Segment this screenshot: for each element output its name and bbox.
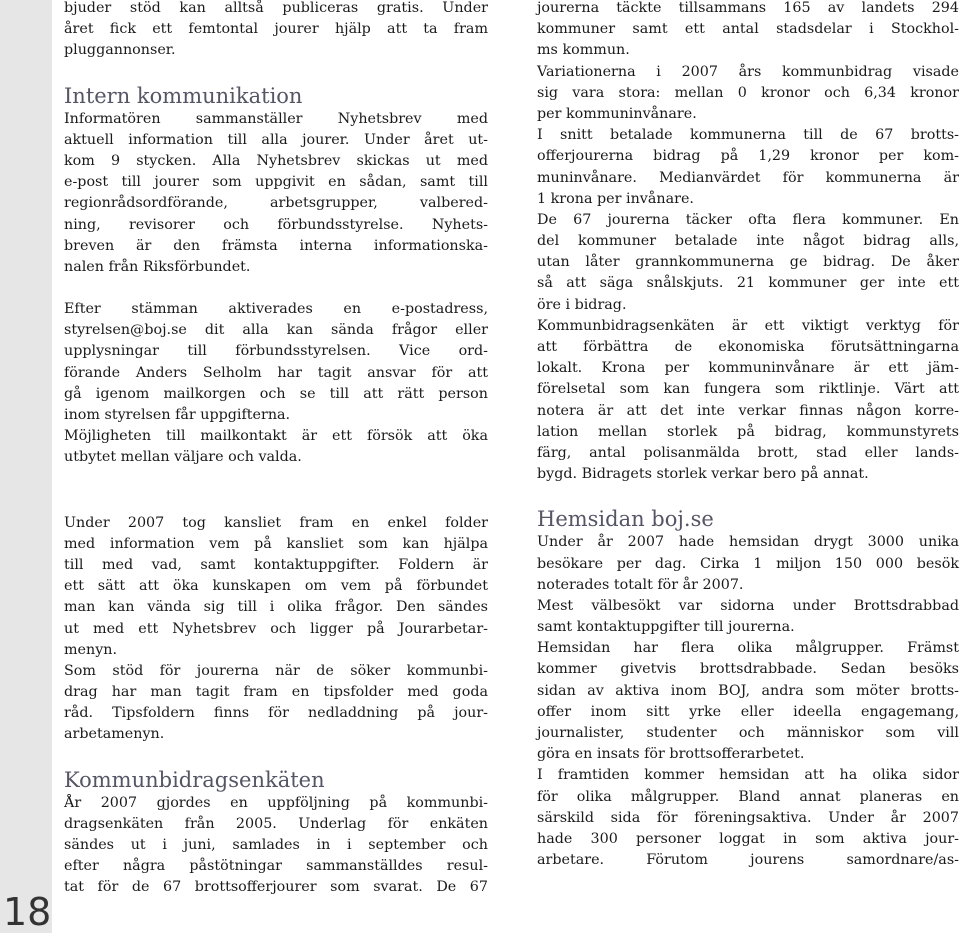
text-line: Mest välbesökt var sidorna under Brottsdrabbad: [537, 597, 959, 614]
text-line: muninvånare. Medianvärdet för kommunerna är: [537, 169, 959, 186]
hemsidan-paragraph-4: [537, 765, 959, 871]
text-line: upplysningar till förbundsstyrelsen. Vice ord-: [64, 343, 488, 360]
text-line: arbetamenyn.: [64, 726, 165, 743]
text-line: kommuner samt ett antal stadsdelar i Stockhol-: [537, 21, 959, 38]
kommun-cont-paragraph-2: [537, 62, 959, 126]
kommun-cont-paragraph-5: [537, 316, 959, 486]
text-line: År 2007 gjordes en uppföljning på kommunbi-: [64, 794, 488, 811]
text-line: nalen från Riksförbundet.: [64, 258, 251, 275]
hemsidan-paragraph-3: [537, 638, 959, 765]
text-line: styrelsen@boj.se dit alla kan sända frågor eller: [64, 322, 488, 339]
text-line: Efter stämman aktiverades en e-postadress,: [64, 301, 488, 318]
text-line: pluggannonser.: [64, 42, 176, 59]
text-line: offerjourerna bidrag på 1,29 kronor per kom-: [537, 148, 959, 165]
intern-paragraph-3: [64, 426, 488, 468]
left-column: [64, 0, 488, 899]
text-line: notera är att det inte verkar finnas någon korre-: [537, 402, 959, 419]
text-line: ms kommun.: [537, 42, 630, 59]
text-line: Informatören sammanställer Nyhetsbrev med: [64, 110, 488, 127]
intro-paragraph: [64, 0, 488, 62]
text-line: ett sätt att öka kunskapen om vem på förbundet: [64, 578, 488, 595]
intern-paragraph-2: [64, 299, 488, 426]
text-line: aktuell information till alla jourer. Under året ut-: [64, 131, 488, 148]
text-line: Kommunbidragsenkäten är ett viktigt verktyg för: [537, 317, 959, 334]
text-line: göra en insats för brottsofferarbetet.: [537, 746, 805, 763]
text-line: sändes ut i juni, samlades in i september och: [64, 837, 488, 853]
text-line: råd. Tipsfoldern finns för nedladdning på jour-: [64, 705, 488, 722]
kommun-cont-paragraph-3: [537, 125, 959, 210]
text-line: journalister, studenter och människor som vill: [537, 725, 959, 741]
text-line: regionrådsordförande, arbetsgrupper, valbered-: [64, 195, 488, 212]
text-line: året fick ett femtontal jourer hjälp att ta fram: [64, 21, 488, 38]
text-line: Som stöd för jourerna när de söker kommunbi-: [64, 662, 488, 679]
text-line: Hemsidan har flera olika målgrupper. Främst: [537, 640, 959, 657]
text-line: gå igenom mailkorgen och se till att rätt person: [64, 385, 488, 402]
text-line: jourerna täckte tillsammans 165 av landets 294: [537, 0, 959, 16]
text-line: sig vara stora: mellan 0 kronor och 6,34 kronor: [537, 84, 959, 101]
text-line: färg, antal polisanmälda brott, stad eller lands-: [537, 444, 959, 461]
text-line: Under 2007 tog kansliet fram en enkel folder: [64, 514, 488, 531]
text-line: Under år 2007 hade hemsidan drygt 3000 unika: [537, 534, 959, 551]
hemsidan-paragraph-1: [537, 532, 959, 596]
text-line: utbytet mellan väljare och valda.: [64, 449, 302, 466]
text-line: noterades totalt för år 2007.: [537, 576, 744, 593]
text-line: kommer givetvis brottsdrabbade. Sedan besöks: [537, 661, 959, 678]
text-line: 1 krona per invånare.: [537, 190, 694, 207]
text-line: I framtiden kommer hemsidan att ha olika sidor: [537, 767, 959, 784]
text-line: så att säga snålskjuts. 21 kommuner ger inte ett: [537, 275, 959, 292]
text-line: offer inom sitt yrke eller ideella engagemang,: [537, 703, 959, 720]
text-line: e-post till jourer som uppgivit en sådan, samt till: [64, 174, 488, 191]
text-line: breven är den främsta interna informationska-: [64, 237, 488, 254]
text-line: man kan vända sig till i olika frågor. Den sändes: [64, 599, 488, 616]
text-line: förande Anders Selholm har tagit ansvar för att: [64, 364, 488, 381]
text-line: tat för de 67 brottsofferjourer som svarat. De 67: [64, 879, 488, 896]
text-line: drag har man tagit fram en tipsfolder med goda: [64, 684, 488, 701]
intern-paragraph-1: [64, 109, 488, 279]
text-line: besökare per dag. Cirka 1 miljon 150 000 besök: [537, 555, 959, 572]
text-line: Möjligheten till mailkontakt är ett försök att öka: [64, 428, 488, 445]
text-line: utan låter grannkommunerna ge bidrag. De åker: [537, 254, 959, 271]
right-column: [537, 0, 959, 871]
text-line: kom 9 stycken. Alla Nyhetsbrev skickas ut med: [64, 152, 488, 169]
text-line: öre i bidrag.: [537, 296, 627, 313]
text-line: menyn.: [64, 641, 118, 658]
text-line: att förbättra de ekonomiska förutsättningarna: [537, 339, 959, 355]
text-line: per kommuninvånare.: [537, 105, 697, 122]
hemsidan-paragraph-2: [537, 596, 959, 638]
text-line: arbetare. Förutom jourens samordnare/as-: [537, 852, 959, 869]
kommun-cont-paragraph-4: [537, 210, 959, 316]
text-line: lation mellan storlek på bidrag, kommunstyrets: [537, 423, 959, 440]
text-line: ut med ett Nyhetsbrev och ligger på Jourarbetar-: [64, 620, 488, 637]
text-line: sidan av aktiva inom BOJ, andra som möter brotts-: [537, 682, 959, 699]
section-heading-kommunbidragsenkaten: Kommunbidragsenkäten: [64, 767, 325, 792]
text-line: bygd. Bidragets storlek verkar bero på annat.: [537, 466, 869, 483]
text-line: Variationerna i 2007 års kommunbidrag visade: [537, 63, 959, 80]
text-line: till med vad, samt kontaktuppgifter. Foldern är: [64, 556, 488, 573]
text-line: lokalt. Krona per kommuninvånare är ett jäm-: [537, 360, 959, 377]
page-number: 18: [3, 890, 52, 934]
text-line: bjuder stöd kan alltså publiceras gratis. Under: [64, 0, 488, 16]
section-heading-hemsidan: Hemsidan boj.se: [537, 507, 714, 532]
text-line: del kommuner betalade inte något bidrag alls,: [537, 233, 959, 250]
text-line: förelsetal som kan fungera som riktlinje. Värt att: [537, 381, 959, 398]
text-line: hade 300 personer loggat in som aktiva jour-: [537, 830, 959, 847]
text-line: I snitt betalade kommunerna till de 67 brotts-: [537, 127, 959, 144]
text-line: De 67 jourerna täcker ofta flera kommuner. En: [537, 211, 959, 228]
text-line: med information vem på kansliet som kan hjälpa: [64, 535, 488, 552]
text-line: för olika målgrupper. Bland annat planeras en: [537, 788, 959, 805]
kommun-cont-paragraph-1: [537, 0, 959, 62]
page-sidebar: [0, 0, 52, 933]
text-line: efter några påstötningar sammanställdes resul-: [64, 858, 488, 875]
section-heading-intern-kommunikation: Intern kommunikation: [64, 83, 303, 108]
folder-paragraph-2: [64, 661, 488, 746]
kommun-paragraph-1: [64, 793, 488, 899]
text-line: samt kontaktuppgifter till jourerna.: [537, 619, 795, 636]
text-line: ning, revisorer och förbundsstyrelse. Nyhets-: [64, 216, 488, 233]
text-line: särskild sida för föreningsaktiva. Under år 2007: [537, 809, 959, 826]
text-line: inom styrelsen får uppgifterna.: [64, 407, 291, 423]
text-line: dragsenkäten från 2005. Underlag för enkäten: [64, 815, 488, 832]
folder-paragraph-1: [64, 513, 488, 661]
